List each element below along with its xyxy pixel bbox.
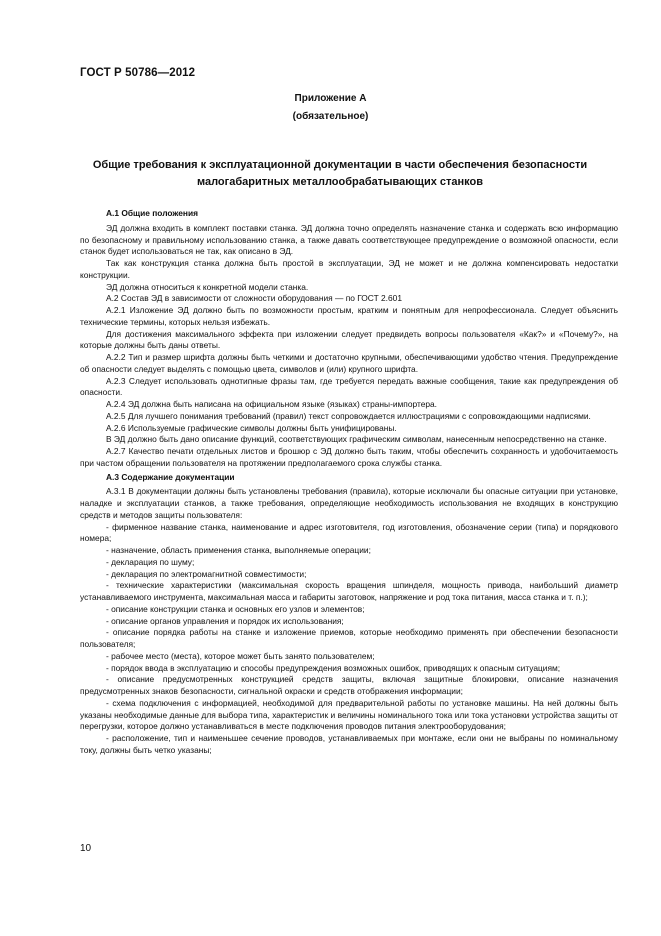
body-paragraph: А.2 Состав ЭД в зависимости от сложности оборудования — по ГОСТ 2.601 — [106, 293, 402, 304]
body-paragraph: - назначение, область применения станка, выполняемые операции; — [106, 545, 371, 555]
annex-heading — [0, 90, 661, 126]
body-paragraph: - декларация по шуму; — [106, 556, 195, 567]
annex-label: Приложение А — [294, 93, 367, 104]
body-paragraph: - описание порядка работы на станке и изложение приемов, которые необходимо применять при обеспечении безопасности пользователя; — [80, 627, 618, 649]
body-paragraph: А.2.4 ЭД должна быть написана на официальном языке (языках) страны-импортера. — [106, 399, 438, 409]
section-heading: А.1 Общие положения — [106, 208, 199, 218]
body-paragraph: А.2.1 Изложение ЭД должно быть по возможности простым, кратким и понятным для непрофессионала. Следует объяснить технические термины, которых нельзя избежать. — [80, 305, 618, 327]
body-paragraph: - схема подключения с информацией, необходимой для предварительной работы по установке машины. На ней должны быть указаны необходимые данные для выбора типа, характеристик и величины номинального тока или тока установки устройства защиты от перегрузки, которое должно устанавливаться в месте подключения проводов питания электрооборудования; — [80, 697, 618, 732]
annex-status: (обязательное) — [292, 111, 369, 122]
body-paragraph: - описание конструкции станка и основных его узлов и элементов; — [106, 603, 365, 614]
body-paragraph: - фирменное название станка, наименование и адрес изготовителя, год изготовления, обозначение серии (типа) и порядкового номера; — [80, 521, 618, 544]
body-paragraph: А.2.7 Качество печати отдельных листов и брошюр с ЭД должно быть таким, чтобы обеспечить сохранность и удобочитаемость при частом обращении пользователя на протяжении предполагаемого срока службы станка. — [80, 446, 618, 468]
section-heading: А.3 Содержание документации — [106, 471, 235, 482]
body-paragraph: А.2.5 Для лучшего понимания требований (правил) текст сопровождается иллюстрациями с сопровождающими надписями. — [106, 410, 591, 421]
body-paragraph: Так как конструкция станка должна быть простой в эксплуатации, ЭД не может и не должна компенсировать недостатки конструкции. — [80, 258, 618, 280]
body-paragraph: - расположение, тип и наименьшее сечение проводов, устанавливаемых при монтаже, если они не выбраны по номинальному току, должны быть четко указаны; — [80, 733, 618, 755]
body-paragraph: А.2.6 Используемые графические символы должны быть унифицированы. — [106, 422, 397, 433]
body-paragraph: - описание предусмотренных конструкцией средств защиты, включая защитные блокировки, описание назначения предусмотренных знаков безопасности, сигнальной окраски и средств отображения информации; — [80, 674, 618, 696]
body-paragraph: Для достижения максимального эффекта при изложении следует предвидеть вопросы пользователя «Как?» и «Почему?», на которые должны быть даны ответы. — [80, 328, 618, 351]
body-paragraph: - технические характеристики (максимальная скорость вращения шпинделя, мощность привода, наибольший диаметр устанавливаемого инструмента, максимальная масса и габариты заготовок, напряжение и род тока питания, масса станка и т. п.); — [80, 580, 618, 602]
body-paragraph: А.2.2 Тип и размер шрифта должны быть четкими и достаточно крупными, обеспечивающими удобство чтения. Предупреждение об опасности следует выделять с помощью цвета, символов и (или) крупного шрифта. — [80, 352, 618, 374]
body-paragraph: - рабочее место (места), которое может быть занято пользователем; — [106, 650, 375, 661]
annex-title: Общие требования к эксплуатационной документации в части обеспечения безопасности малогабаритных металлообрабатывающих станков — [92, 159, 588, 188]
standard-header: ГОСТ Р 50786—2012 — [80, 67, 196, 79]
body-paragraph: - описание органов управления и порядок их использования; — [106, 615, 344, 626]
body-paragraph: В ЭД должно быть дано описание функций, соответствующих графическим символам, нанесенным непосредственно на станке. — [106, 434, 607, 445]
body-paragraph: А.3.1 В документации должны быть установлены требования (правила), которые исключали бы опасные ситуации при установке, наладке и эксплуатации станков, а также требования, определяющие необходимость использования не входящих в конструкцию средств и методов защиты пользователя: — [80, 486, 618, 520]
body-paragraph: ЭД должна входить в комплект поставки станка. ЭД должна точно определять назначение станка и содержать всю информацию по безопасному и правильному использованию станка, а также давать соответствующее предупреждение о возможной опасности, если станок будет использоваться не так, как описано в ЭД. — [80, 222, 618, 257]
body-paragraph: А.2.3 Следует использовать однотипные фразы там, где требуется передать важные сообщения, такие как предупреждения об опасности. — [80, 375, 618, 398]
body-paragraph: ЭД должна относиться к конкретной модели станка. — [106, 281, 309, 292]
document-body — [80, 206, 618, 757]
page-number: 10 — [80, 843, 92, 854]
body-paragraph: - декларация по электромагнитной совместимости; — [106, 568, 307, 579]
body-paragraph: - порядок ввода в эксплуатацию и способы предупреждения возможных ошибок, приводящих к опасным ситуациям; — [106, 662, 561, 673]
